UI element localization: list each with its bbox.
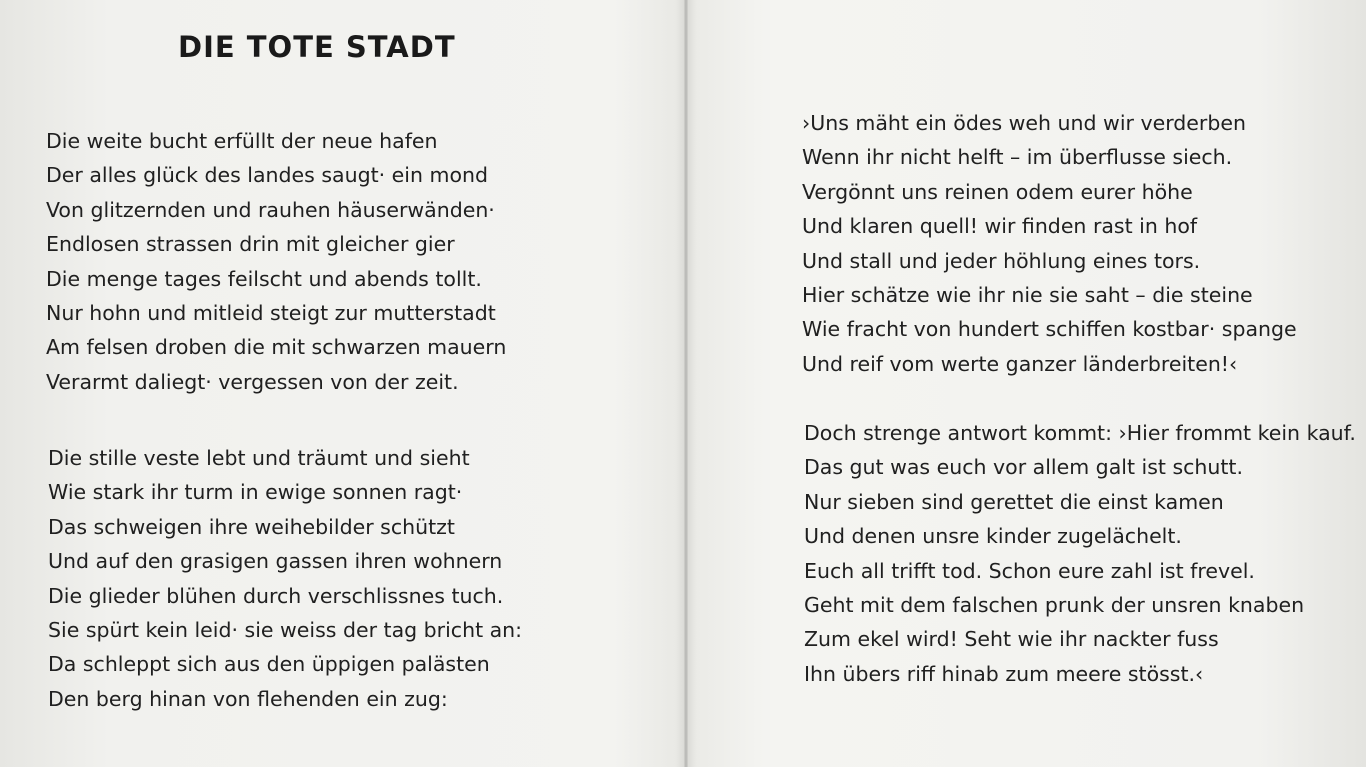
poem-line: Und auf den grasigen gassen ihren wohnern: [48, 549, 503, 574]
stanza: [804, 416, 1356, 691]
poem-line: Wie fracht von hundert schiffen kostbar· spange: [802, 317, 1297, 342]
poem-line: Das schweigen ihre weihebilder schützt: [48, 514, 455, 539]
poem-line: Doch strenge antwort kommt: ›Hier frommt kein kauf.: [804, 421, 1356, 445]
poem-line: Das gut was euch vor allem galt ist schutt.: [804, 455, 1243, 480]
poem-line: Euch all trifft tod. Schon eure zahl ist frevel.: [804, 558, 1255, 583]
poem-line: Geht mit dem falschen prunk der unsren knaben: [804, 592, 1305, 617]
poem-line: Endlosen strassen drin mit gleicher gier: [46, 232, 455, 257]
poem-line: Wenn ihr nicht helft – im überflusse siech.: [802, 145, 1233, 170]
poem-line: Die stille veste lebt und träumt und sieht: [48, 446, 470, 470]
poem-line: ›Uns mäht ein ödes weh und wir verderben: [802, 111, 1246, 135]
poem-line: Und reif vom werte ganzer länderbreiten!‹: [802, 351, 1238, 376]
poem-line: Die glieder blühen durch verschlissnes tuch.: [48, 583, 504, 608]
poem-line: Die menge tages feilscht und abends tollt.: [46, 266, 482, 291]
poem-line: Und klaren quell! wir finden rast in hof: [802, 214, 1198, 239]
poem-line: Wie stark ihr turm in ewige sonnen ragt·: [48, 480, 463, 505]
poem-line: Vergönnt uns reinen odem eurer höhe: [802, 179, 1193, 204]
poem-line: Verarmt daliegt· vergessen von der zeit.: [46, 369, 459, 394]
stanza: [802, 106, 1297, 381]
stanza: [48, 441, 522, 716]
poem-line: Nur sieben sind gerettet die einst kamen: [804, 489, 1224, 514]
poem-line: Nur hohn und mitleid steigt zur mutterstadt: [46, 300, 496, 325]
right-page: [688, 0, 1366, 767]
poem-line: Und stall und jeder höhlung eines tors.: [802, 248, 1201, 273]
poem-line: Sie spürt kein leid· sie weiss der tag bricht an:: [48, 617, 523, 642]
poem-line: Den berg hinan von flehenden ein zug:: [48, 686, 448, 711]
poem-line: Die weite bucht erfüllt der neue hafen: [46, 129, 438, 153]
poem-line: Am felsen droben die mit schwarzen mauern: [46, 335, 507, 360]
stanza: [46, 124, 506, 399]
poem-line: Hier schätze wie ihr nie sie saht – die steine: [802, 282, 1253, 307]
poem-line: Ihn übers riff hinab zum meere stösst.‹: [804, 661, 1204, 686]
page-title: DIE TOTE STADT: [178, 30, 456, 64]
poem-line: Da schleppt sich aus den üppigen palästen: [48, 652, 490, 677]
poem-line: Und denen unsre kinder zugelächelt.: [804, 524, 1182, 549]
poem-line: Der alles glück des landes saugt· ein mond: [46, 163, 489, 188]
poem-line: Zum ekel wird! Seht wie ihr nackter fuss: [804, 627, 1219, 652]
poem-line: Von glitzernden und rauhen häuserwänden·: [46, 197, 495, 222]
